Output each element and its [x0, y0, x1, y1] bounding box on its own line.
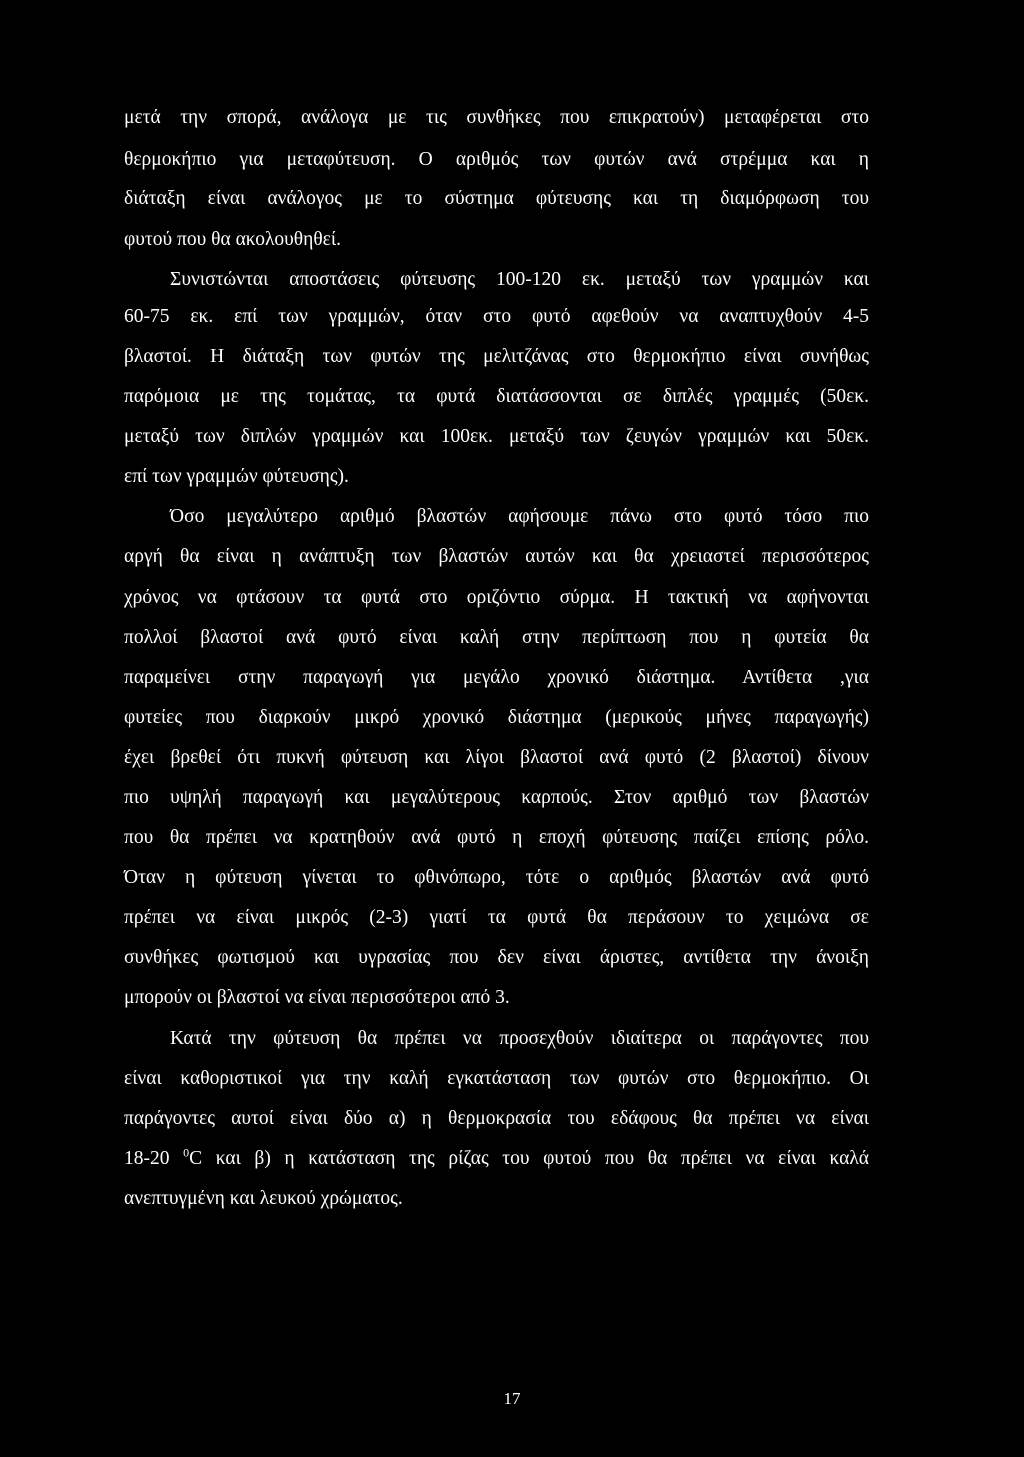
text-line: βλαστοί. Η διάταξη των φυτών της μελιτζάνας στο θερμοκήπιο είναι συνήθως	[124, 346, 869, 367]
temperature-value: 18-20	[124, 1148, 184, 1169]
text-line: μπορούν οι βλαστοί να είναι περισσότεροι από 3.	[124, 987, 510, 1008]
text-line: πρέπει να είναι μικρός (2-3) γιατί τα φυτά θα περάσουν το χειμώνα σε	[124, 907, 869, 928]
text-line: Κατά την φύτευση θα πρέπει να προσεχθούν ιδιαίτερα οι παράγοντες που	[170, 1028, 869, 1049]
temperature-line	[124, 1147, 869, 1171]
degree-superscript: 0	[183, 1145, 190, 1160]
text-line: Όταν η φύτευση γίνεται το φθινόπωρο, τότε ο αριθμός βλαστών ανά φυτό	[124, 867, 869, 888]
text-line: έχει βρεθεί ότι πυκνή φύτευση και λίγοι βλαστοί ανά φυτό (2 βλαστοί) δίνουν	[124, 747, 869, 768]
text-line: πιο υψηλή παραγωγή και μεγαλύτερους καρπούς. Στον αριθμό των βλαστών	[124, 787, 869, 808]
text-line: είναι καθοριστικοί για την καλή εγκατάσταση των φυτών στο θερμοκήπιο. Οι	[124, 1068, 869, 1089]
text-line: διάταξη είναι ανάλογος με το σύστημα φύτευσης και τη διαμόρφωση του	[124, 188, 869, 209]
text-line: μετά την σπορά, ανάλογα με τις συνθήκες που επικρατούν) μεταφέρεται στο	[124, 107, 869, 128]
text-line: μεταξύ των διπλών γραμμών και 100εκ. μεταξύ των ζευγών γραμμών και 50εκ.	[124, 426, 869, 447]
text-line: παρόμοια με της τομάτας, τα φυτά διατάσσονται σε διπλές γραμμές (50εκ.	[124, 386, 869, 407]
text-line: χρόνος να φτάσουν τα φυτά στο οριζόντιο σύρμα. Η τακτική να αφήνονται	[124, 587, 869, 608]
text-line: ανεπτυγμένη και λευκού χρώματος.	[124, 1188, 403, 1209]
text-line: φυτείες που διαρκούν μικρό χρονικό διάστημα (μερικούς μήνες παραγωγής)	[124, 707, 869, 728]
text-line: συνθήκες φωτισμού και υγρασίας που δεν είναι άριστες, αντίθετα την άνοιξη	[124, 947, 869, 968]
text-line: 60-75 εκ. επί των γραμμών, όταν στο φυτό αφεθούν να αναπτυχθούν 4-5	[124, 306, 869, 327]
text-line: Όσο μεγαλύτερο αριθμό βλαστών αφήσουμε πάνω στο φυτό τόσο πιο	[170, 506, 869, 527]
text-line: φυτού που θα ακολουθηθεί.	[124, 229, 341, 250]
temperature-line-rest: C και β) η κατάσταση της ρίζας του φυτού που θα πρέπει να είναι καλά	[189, 1148, 869, 1169]
text-line: που θα πρέπει να κρατηθούν ανά φυτό η εποχή φύτευσης παίζει επίσης ρόλο.	[124, 827, 869, 848]
text-line: πολλοί βλαστοί ανά φυτό είναι καλή στην περίπτωση που η φυτεία θα	[124, 627, 869, 648]
text-line: παράγοντες αυτοί είναι δύο α) η θερμοκρασία του εδάφους θα πρέπει να είναι	[124, 1108, 869, 1129]
text-line: επί των γραμμών φύτευσης).	[124, 466, 349, 487]
text-line: Συνιστώνται αποστάσεις φύτευσης 100-120 εκ. μεταξύ των γραμμών και	[170, 269, 869, 290]
text-line: παραμείνει στην παραγωγή για μεγάλο χρονικό διάστημα. Αντίθετα ,για	[124, 667, 869, 688]
text-line: αργή θα είναι η ανάπτυξη των βλαστών αυτών και θα χρειαστεί περισσότερος	[124, 546, 869, 567]
page-number: 17	[503, 1389, 521, 1408]
text-line: θερμοκήπιο για μεταφύτευση. Ο αριθμός των φυτών ανά στρέμμα και η	[124, 149, 869, 170]
